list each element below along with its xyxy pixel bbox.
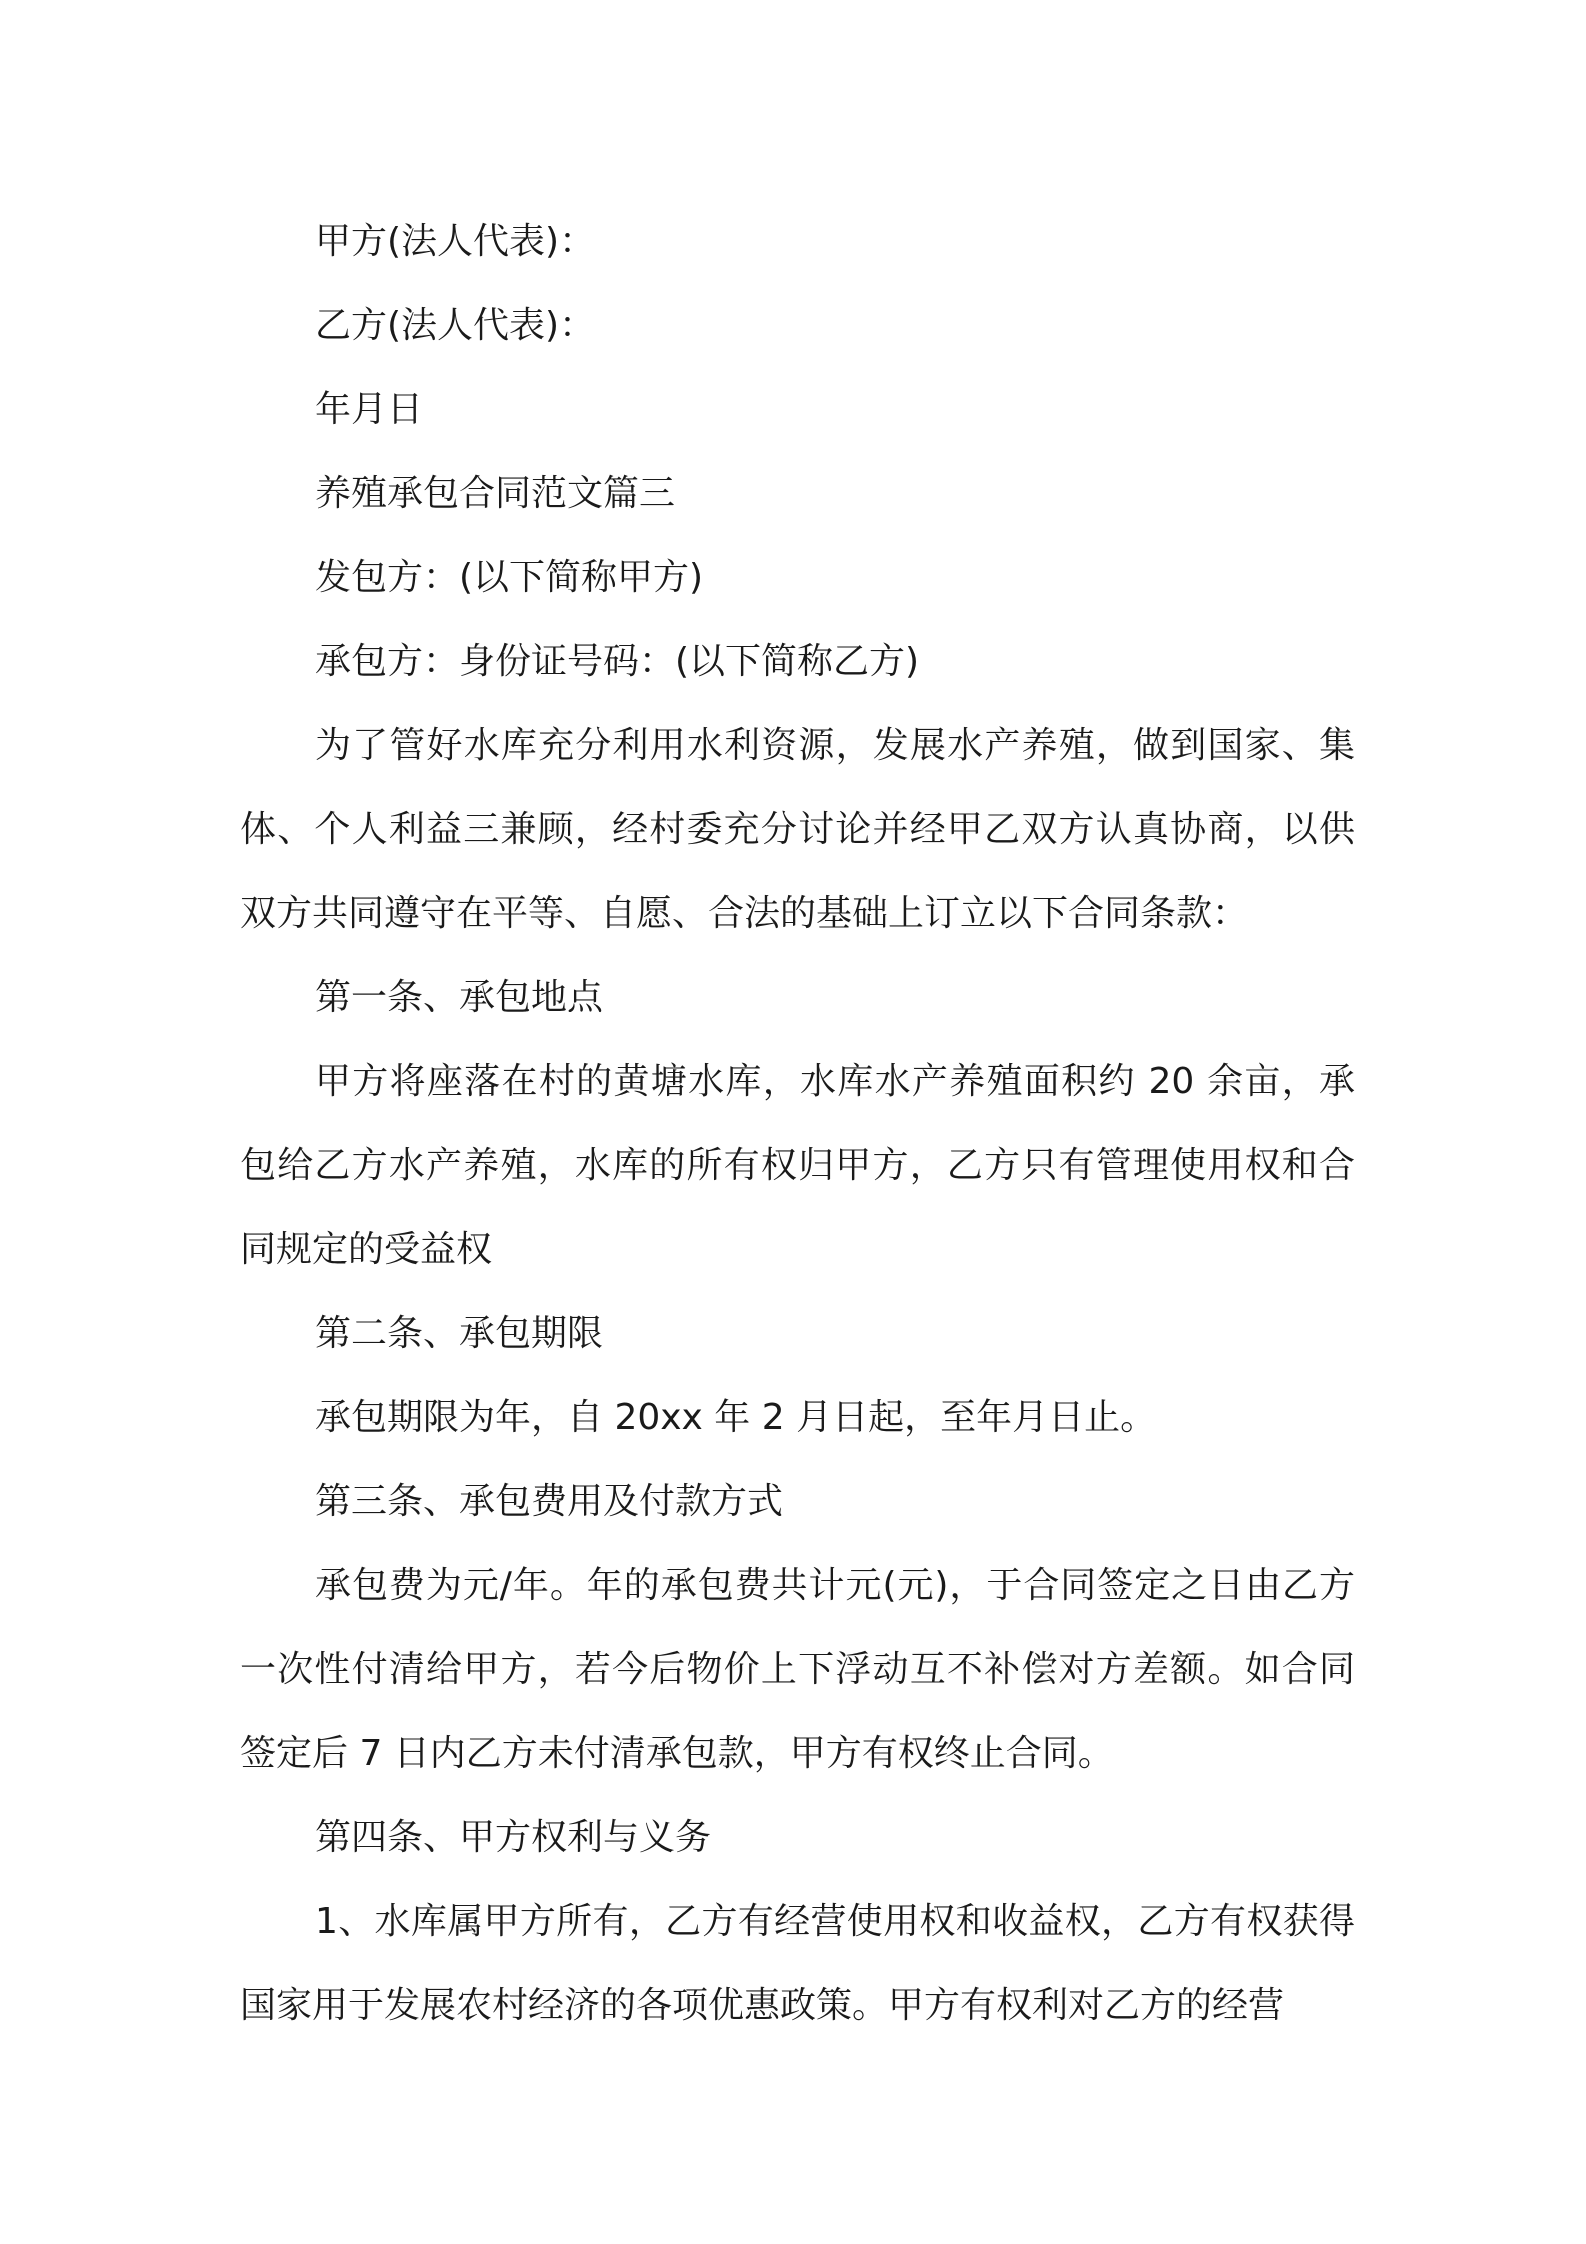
article-4-heading: 第四条、甲方权利与义务 <box>315 1817 712 1858</box>
date-line: 年月日 <box>315 389 424 430</box>
article-2-body: 承包期限为年，自 20xx 年 2 月日起，至年月日止。 <box>315 1397 1157 1438</box>
document-body <box>240 200 1355 2048</box>
article-2-heading: 第二条、承包期限 <box>315 1313 604 1354</box>
article-1-body: 甲方将座落在村的黄塘水库，水库水产养殖面积约 20 余亩，承包给乙方水产养殖，水库的所有权归甲方，乙方只有管理使用权和合同规定的受益权 <box>240 1061 1355 1270</box>
contractor-recipient: 承包方：身份证号码：(以下简称乙方) <box>315 641 920 682</box>
party-a-representative: 甲方(法人代表)： <box>315 221 596 262</box>
contractor-issuer: 发包方：(以下简称甲方) <box>315 557 704 598</box>
article-3-body: 承包费为元/年。年的承包费共计元(元)，于合同签定之日由乙方一次性付清给甲方，若今后物价上下浮动互不补偿对方差额。如合同签定后 7 日内乙方未付清承包款，甲方有权终止合同。 <box>240 1565 1355 1774</box>
preamble-paragraph: 为了管好水库充分利用水利资源，发展水产养殖，做到国家、集体、个人利益三兼顾，经村委充分讨论并经甲乙双方认真协商，以供双方共同遵守在平等、自愿、合法的基础上订立以下合同条款： <box>240 725 1355 934</box>
section-title: 养殖承包合同范文篇三 <box>315 473 676 514</box>
party-b-representative: 乙方(法人代表)： <box>315 305 596 346</box>
article-4-item-1: 1、水库属甲方所有，乙方有经营使用权和收益权，乙方有权获得国家用于发展农村经济的各项优惠政策。甲方有权利对乙方的经营 <box>240 1901 1355 2026</box>
article-3-heading: 第三条、承包费用及付款方式 <box>315 1481 784 1522</box>
article-1-heading: 第一条、承包地点 <box>315 977 604 1018</box>
